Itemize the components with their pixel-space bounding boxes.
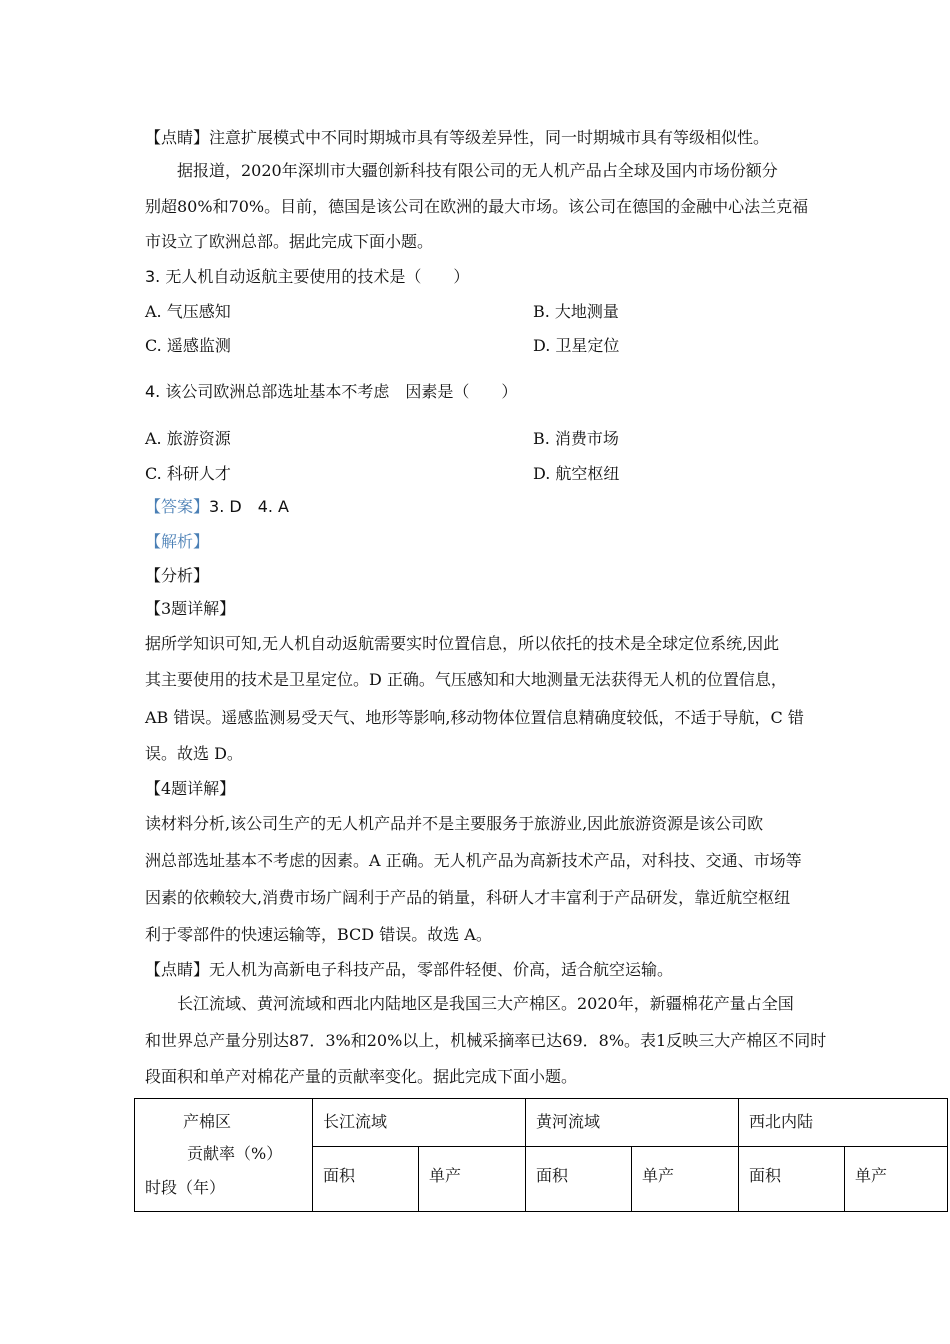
dianjing-line-1: 【点睛】注意扩展模式中不同时期城市具有等级差异性，同一时期城市具有等级相似性。 <box>145 128 770 147</box>
cotton-line-3: 段面积和单产对棉花产量的贡献率变化。据此完成下面小题。 <box>145 1067 578 1086</box>
detail-3-line-3: AB 错误。遥感监测易受天气、地形等影响,移动物体位置信息精确度较低，不适于导航，C 错 <box>145 708 804 727</box>
answer-line <box>145 495 289 519</box>
question-3-option-c: C. 遥感监测 <box>145 336 231 355</box>
detail-4-line-2: 洲总部选址基本不考虑的因素。A 正确。无人机产品为高新技术产品，对科技、交通、市场等 <box>145 851 802 870</box>
question-4-stem: 4. 该公司欧洲总部选址基本不考虑 因素是（ ） <box>145 382 518 401</box>
header-rate-label: 贡献率（%） <box>187 1144 283 1163</box>
cotton-line-2: 和世界总产量分别达87．3%和20%以上，机械采摘率已达69．8%。表1反映三大产棉区不同时 <box>145 1031 827 1050</box>
question-4-option-c: C. 科研人才 <box>145 464 231 483</box>
region-yellow-river: 黄河流域 <box>526 1099 739 1147</box>
sub-header-cell: 单产 <box>419 1147 526 1212</box>
table-header-corner <box>135 1099 313 1212</box>
header-period-label: 时段（年） <box>145 1178 226 1197</box>
detail-4-title: 【4题详解】 <box>145 779 236 798</box>
detail-3-line-4: 误。故选 D。 <box>145 744 243 763</box>
sub-header-cell: 面积 <box>739 1147 845 1212</box>
region-yangtze: 长江流域 <box>313 1099 526 1147</box>
detail-3-line-1: 据所学知识可知,无人机自动返航需要实时位置信息，所以依托的技术是全球定位系统,因此 <box>145 634 780 653</box>
answer-label: 【答案】 <box>145 497 210 516</box>
sub-header-cell: 面积 <box>313 1147 419 1212</box>
detail-3-title: 【3题详解】 <box>145 599 236 618</box>
question-3-option-b: B. 大地测量 <box>533 302 619 321</box>
sub-header-cell: 单产 <box>632 1147 739 1212</box>
material-line-3: 市设立了欧洲总部。据此完成下面小题。 <box>145 232 434 251</box>
answer-value: 3. D 4. A <box>209 497 289 516</box>
sub-header-cell: 面积 <box>526 1147 632 1212</box>
analysis-label: 【解析】 <box>145 532 210 551</box>
cotton-contribution-table <box>134 1098 948 1212</box>
question-4-option-d: D. 航空枢纽 <box>533 464 620 483</box>
question-3-option-a: A. 气压感知 <box>145 302 231 321</box>
region-northwest: 西北内陆 <box>739 1099 948 1147</box>
detail-3-line-2: 其主要使用的技术是卫星定位。D 正确。气压感知和大地测量无法获得无人机的位置信息， <box>145 670 787 689</box>
question-4-option-b: B. 消费市场 <box>533 429 619 448</box>
header-region-label: 产棉区 <box>183 1112 232 1131</box>
question-4-option-a: A. 旅游资源 <box>145 429 231 448</box>
sub-header-cell: 单产 <box>845 1147 948 1212</box>
fenxi-label: 【分析】 <box>145 566 210 585</box>
detail-4-line-4: 利于零部件的快速运输等，BCD 错误。故选 A。 <box>145 925 492 944</box>
question-3-stem: 3. 无人机自动返航主要使用的技术是（ ） <box>145 267 470 286</box>
cotton-line-1: 长江流域、黄河流域和西北内陆地区是我国三大产棉区。2020年，新疆棉花产量占全国 <box>177 994 794 1013</box>
material-line-1: 据报道，2020年深圳市大疆创新科技有限公司的无人机产品占全球及国内市场份额分 <box>177 161 778 180</box>
dianjing-2: 【点睛】无人机为高新电子科技产品，零部件轻便、价高，适合航空运输。 <box>145 960 674 979</box>
detail-4-line-1: 读材料分析,该公司生产的无人机产品并不是主要服务于旅游业,因此旅游资源是该公司欧 <box>145 814 764 833</box>
material-line-2: 别超80%和70%。目前，德国是该公司在欧洲的最大市场。该公司在德国的金融中心法兰克福 <box>145 197 809 216</box>
detail-4-line-3: 因素的依赖较大,消费市场广阔利于产品的销量，科研人才丰富利于产品研发，靠近航空枢纽 <box>145 888 791 907</box>
question-3-option-d: D. 卫星定位 <box>533 336 620 355</box>
